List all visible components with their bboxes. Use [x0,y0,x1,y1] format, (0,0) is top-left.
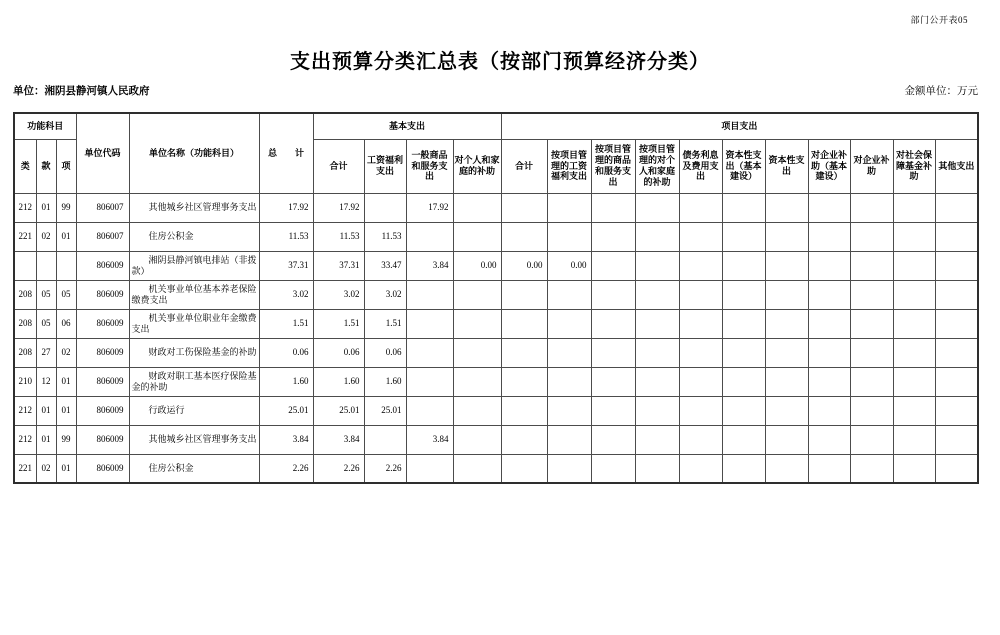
header-func-group: 功能科目 [14,113,76,139]
cell-proj-ent [850,251,893,280]
cell-proj-capital [765,222,808,251]
cell-proj-other [935,367,978,396]
cell-unit-name: 财政对职工基本医疗保险基金的补助 [129,367,259,396]
cell-proj-ent-constr [808,425,850,454]
cell-basic-goods: 3.84 [406,425,453,454]
cell-proj-debt [679,222,722,251]
cell-func-item: 01 [56,454,76,483]
cell-unit-code: 806009 [76,251,129,280]
cell-proj-capital-constr [722,193,765,222]
cell-func-section [36,251,56,280]
cell-proj-debt [679,396,722,425]
header-group-row [14,113,978,139]
cell-proj-family [635,396,679,425]
cell-basic-goods [406,367,453,396]
table-row [14,193,978,222]
table-row [14,280,978,309]
cell-proj-total [501,280,547,309]
cell-proj-total [501,338,547,367]
cell-proj-total [501,193,547,222]
cell-proj-social-fund [893,222,935,251]
cell-basic-goods [406,396,453,425]
cell-proj-other [935,222,978,251]
cell-basic-total: 0.06 [313,338,364,367]
cell-basic-total: 17.92 [313,193,364,222]
cell-proj-wage: 0.00 [547,251,591,280]
cell-proj-goods [591,193,635,222]
cell-proj-capital-constr [722,280,765,309]
header-basic-total: 合计 [313,139,364,193]
cell-basic-goods [406,280,453,309]
header-proj-capital-constr: 资本性支出（基本建设） [722,139,765,193]
cell-proj-ent-constr [808,309,850,338]
cell-proj-family [635,251,679,280]
cell-basic-total: 3.84 [313,425,364,454]
cell-proj-ent-constr [808,280,850,309]
cell-func-class: 210 [14,367,36,396]
cell-proj-other [935,309,978,338]
header-basic-goods: 一般商品和服务支出 [406,139,453,193]
cell-unit-name: 其他城乡社区管理事务支出 [129,193,259,222]
cell-unit-code: 806009 [76,338,129,367]
cell-basic-family: 0.00 [453,251,501,280]
cell-func-item: 01 [56,367,76,396]
cell-proj-other [935,251,978,280]
cell-proj-goods [591,338,635,367]
cell-unit-name: 住房公积金 [129,454,259,483]
cell-proj-debt [679,309,722,338]
cell-func-item: 99 [56,193,76,222]
cell-proj-wage [547,425,591,454]
cell-proj-total: 0.00 [501,251,547,280]
cell-grand-total: 37.31 [259,251,313,280]
cell-proj-goods [591,396,635,425]
cell-unit-name: 财政对工伤保险基金的补助 [129,338,259,367]
cell-proj-ent [850,425,893,454]
cell-basic-goods: 3.84 [406,251,453,280]
cell-proj-social-fund [893,425,935,454]
cell-proj-capital [765,425,808,454]
cell-basic-goods: 17.92 [406,193,453,222]
cell-func-class: 212 [14,396,36,425]
cell-proj-capital-constr [722,222,765,251]
cell-proj-family [635,425,679,454]
cell-basic-wage: 0.06 [364,338,406,367]
cell-basic-family [453,396,501,425]
cell-basic-goods [406,222,453,251]
header-proj-ent: 对企业补助 [850,139,893,193]
cell-proj-capital [765,280,808,309]
cell-func-class: 212 [14,193,36,222]
cell-proj-total [501,367,547,396]
cell-proj-social-fund [893,280,935,309]
cell-proj-social-fund [893,251,935,280]
cell-proj-family [635,454,679,483]
cell-proj-debt [679,193,722,222]
unit-label: 单位：湘阴县静河镇人民政府 [13,86,150,97]
cell-unit-name: 住房公积金 [129,222,259,251]
page-title: 支出预算分类汇总表（按部门预算经济分类） [290,51,710,73]
cell-proj-capital [765,454,808,483]
cell-basic-total: 1.51 [313,309,364,338]
cell-proj-capital-constr [722,367,765,396]
cell-basic-family [453,454,501,483]
header-basic-group: 基本支出 [313,113,501,139]
cell-basic-family [453,222,501,251]
cell-func-item: 01 [56,222,76,251]
table-row [14,367,978,396]
cell-proj-social-fund [893,454,935,483]
table-row [14,425,978,454]
cell-basic-wage: 1.60 [364,367,406,396]
cell-func-section: 01 [36,396,56,425]
cell-basic-total: 1.60 [313,367,364,396]
cell-proj-family [635,280,679,309]
cell-proj-total [501,425,547,454]
cell-proj-goods [591,309,635,338]
cell-basic-wage [364,425,406,454]
cell-proj-social-fund [893,193,935,222]
cell-proj-total [501,396,547,425]
cell-basic-wage [364,193,406,222]
cell-proj-debt [679,280,722,309]
cell-proj-other [935,280,978,309]
cell-proj-ent [850,309,893,338]
table-body [14,193,978,483]
cell-grand-total: 1.51 [259,309,313,338]
cell-grand-total: 17.92 [259,193,313,222]
cell-basic-family [453,425,501,454]
table-row [14,251,978,280]
cell-proj-ent [850,193,893,222]
cell-basic-total: 11.53 [313,222,364,251]
cell-basic-wage: 1.51 [364,309,406,338]
header-proj-other: 其他支出 [935,139,978,193]
cell-func-item: 06 [56,309,76,338]
cell-basic-total: 25.01 [313,396,364,425]
cell-proj-ent-constr [808,454,850,483]
meta-row [13,83,978,98]
cell-proj-ent [850,396,893,425]
cell-unit-code: 806009 [76,396,129,425]
cell-grand-total: 3.84 [259,425,313,454]
cell-basic-wage: 3.02 [364,280,406,309]
header-grand-total: 总 计 [259,113,313,193]
doc-number-label: 部门公开表05 [910,15,968,25]
cell-grand-total: 25.01 [259,396,313,425]
cell-func-item: 99 [56,425,76,454]
cell-proj-ent-constr [808,222,850,251]
cell-grand-total: 0.06 [259,338,313,367]
cell-unit-code: 806007 [76,193,129,222]
cell-func-section: 02 [36,222,56,251]
cell-unit-code: 806009 [76,454,129,483]
cell-func-section: 01 [36,425,56,454]
cell-proj-capital [765,309,808,338]
table-row [14,222,978,251]
cell-proj-total [501,454,547,483]
cell-proj-ent-constr [808,396,850,425]
cell-proj-ent [850,454,893,483]
cell-proj-goods [591,425,635,454]
header-func-section: 款 [36,139,56,193]
cell-unit-name: 机关事业单位基本养老保险缴费支出 [129,280,259,309]
header-project-group: 项目支出 [501,113,978,139]
cell-basic-total: 2.26 [313,454,364,483]
cell-func-item: 01 [56,396,76,425]
header-proj-social-fund: 对社会保障基金补助 [893,139,935,193]
cell-basic-family [453,280,501,309]
cell-proj-capital [765,193,808,222]
cell-func-class: 221 [14,454,36,483]
cell-proj-wage [547,309,591,338]
cell-unit-name: 湘阴县静河镇电排站（非拨款） [129,251,259,280]
cell-proj-capital-constr [722,396,765,425]
cell-func-item [56,251,76,280]
cell-proj-ent [850,280,893,309]
cell-basic-goods [406,454,453,483]
cell-proj-debt [679,338,722,367]
cell-proj-goods [591,367,635,396]
cell-proj-debt [679,251,722,280]
cell-unit-code: 806007 [76,222,129,251]
cell-proj-ent [850,338,893,367]
cell-func-section: 01 [36,193,56,222]
cell-func-section: 05 [36,280,56,309]
cell-proj-debt [679,425,722,454]
cell-proj-capital [765,396,808,425]
cell-unit-code: 806009 [76,425,129,454]
cell-proj-ent [850,367,893,396]
cell-unit-name: 其他城乡社区管理事务支出 [129,425,259,454]
cell-proj-wage [547,280,591,309]
table-row [14,396,978,425]
cell-basic-wage: 33.47 [364,251,406,280]
cell-func-class: 221 [14,222,36,251]
cell-proj-other [935,396,978,425]
cell-basic-wage: 11.53 [364,222,406,251]
cell-func-class: 208 [14,280,36,309]
cell-basic-wage: 2.26 [364,454,406,483]
header-unit-name: 单位名称（功能科目） [129,113,259,193]
cell-proj-wage [547,367,591,396]
header-proj-wage: 按项目管理的工资福利支出 [547,139,591,193]
cell-proj-capital [765,367,808,396]
cell-proj-capital-constr [722,309,765,338]
cell-proj-ent-constr [808,338,850,367]
cell-grand-total: 2.26 [259,454,313,483]
cell-proj-wage [547,193,591,222]
cell-proj-goods [591,222,635,251]
cell-proj-capital [765,338,808,367]
cell-proj-total [501,309,547,338]
cell-proj-capital [765,251,808,280]
cell-proj-family [635,338,679,367]
cell-basic-goods [406,309,453,338]
cell-proj-ent-constr [808,251,850,280]
cell-proj-family [635,193,679,222]
cell-proj-ent-constr [808,193,850,222]
cell-proj-ent-constr [808,367,850,396]
header-proj-goods: 按项目管理的商品和服务支出 [591,139,635,193]
cell-func-section: 05 [36,309,56,338]
cell-proj-family [635,222,679,251]
cell-proj-capital-constr [722,338,765,367]
cell-func-item: 02 [56,338,76,367]
header-unit-code: 单位代码 [76,113,129,193]
cell-proj-capital-constr [722,425,765,454]
cell-proj-other [935,338,978,367]
header-proj-family: 按项目管理的对个人和家庭的补助 [635,139,679,193]
header-proj-ent-constr: 对企业补助（基本建设） [808,139,850,193]
cell-proj-debt [679,454,722,483]
cell-grand-total: 1.60 [259,367,313,396]
cell-func-class: 208 [14,309,36,338]
cell-func-section: 27 [36,338,56,367]
amount-unit-label: 金额单位：万元 [904,86,978,97]
header-proj-total: 合计 [501,139,547,193]
cell-func-class [14,251,36,280]
cell-func-item: 05 [56,280,76,309]
budget-table [13,112,979,484]
cell-proj-social-fund [893,309,935,338]
cell-basic-total: 37.31 [313,251,364,280]
cell-proj-capital-constr [722,454,765,483]
cell-proj-family [635,309,679,338]
cell-unit-code: 806009 [76,280,129,309]
cell-basic-wage: 25.01 [364,396,406,425]
cell-proj-family [635,367,679,396]
cell-proj-social-fund [893,367,935,396]
cell-proj-total [501,222,547,251]
cell-grand-total: 3.02 [259,280,313,309]
cell-basic-goods [406,338,453,367]
table-row [14,309,978,338]
header-basic-family: 对个人和家庭的补助 [453,139,501,193]
cell-proj-other [935,454,978,483]
cell-func-class: 208 [14,338,36,367]
cell-proj-wage [547,454,591,483]
cell-proj-other [935,193,978,222]
cell-unit-code: 806009 [76,367,129,396]
cell-proj-other [935,425,978,454]
cell-basic-total: 3.02 [313,280,364,309]
header-basic-wage: 工资福利支出 [364,139,406,193]
cell-func-section: 02 [36,454,56,483]
cell-proj-wage [547,338,591,367]
table-row [14,454,978,483]
cell-proj-goods [591,251,635,280]
cell-unit-name: 行政运行 [129,396,259,425]
table-row [14,338,978,367]
cell-proj-goods [591,454,635,483]
cell-proj-goods [591,280,635,309]
cell-basic-family [453,367,501,396]
cell-basic-family [453,338,501,367]
cell-proj-wage [547,222,591,251]
header-proj-capital: 资本性支出 [765,139,808,193]
cell-proj-social-fund [893,396,935,425]
cell-basic-family [453,193,501,222]
cell-grand-total: 11.53 [259,222,313,251]
header-func-item: 项 [56,139,76,193]
header-proj-debt: 债务利息及费用支出 [679,139,722,193]
cell-func-section: 12 [36,367,56,396]
cell-proj-social-fund [893,338,935,367]
cell-proj-capital-constr [722,251,765,280]
cell-func-class: 212 [14,425,36,454]
cell-proj-debt [679,367,722,396]
header-func-class: 类 [14,139,36,193]
cell-unit-name: 机关事业单位职业年金缴费支出 [129,309,259,338]
cell-basic-family [453,309,501,338]
cell-unit-code: 806009 [76,309,129,338]
cell-proj-ent [850,222,893,251]
cell-proj-wage [547,396,591,425]
